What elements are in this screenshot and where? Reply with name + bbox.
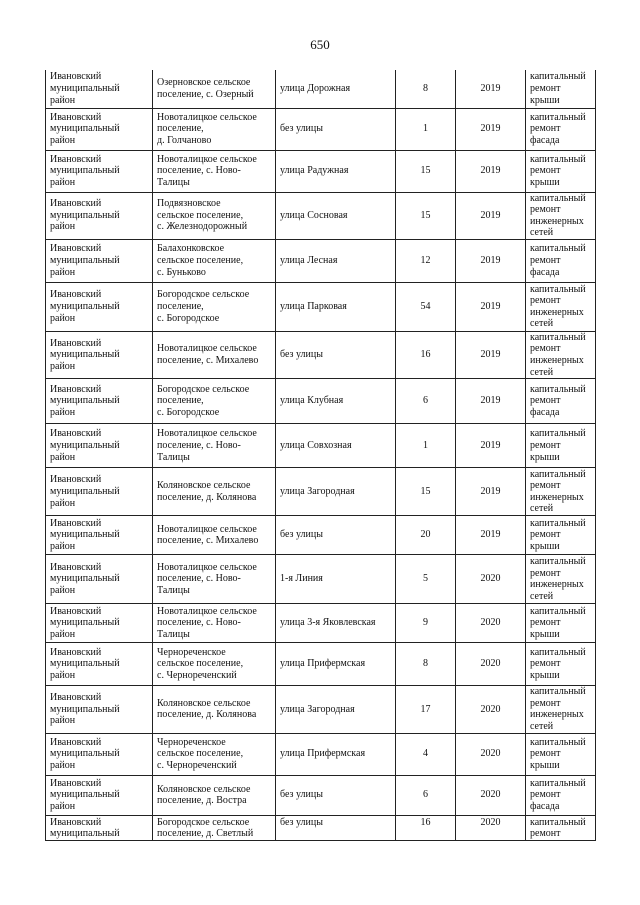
table-row bbox=[46, 424, 596, 468]
house-number-cell: 9 bbox=[396, 604, 456, 643]
house-number-cell: 15 bbox=[396, 192, 456, 239]
table-row bbox=[46, 643, 596, 686]
year-cell: 2019 bbox=[456, 70, 526, 108]
street-cell: улица Загородная bbox=[276, 686, 396, 733]
year-cell: 2020 bbox=[456, 555, 526, 604]
work-type-cell: капитальный ремонт фасада bbox=[526, 379, 596, 424]
street-cell: без улицы bbox=[276, 815, 396, 840]
table-row bbox=[46, 733, 596, 775]
year-cell: 2019 bbox=[456, 108, 526, 150]
street-cell: без улицы bbox=[276, 516, 396, 555]
year-cell: 2019 bbox=[456, 424, 526, 468]
district-cell: Ивановский муниципальный район bbox=[46, 643, 153, 686]
work-type-cell: капитальный ремонт инженерных сетей bbox=[526, 282, 596, 331]
year-cell: 2019 bbox=[456, 331, 526, 378]
work-type-cell: капитальный ремонт крыши bbox=[526, 424, 596, 468]
table-row bbox=[46, 108, 596, 150]
district-cell: Ивановский муниципальный район bbox=[46, 150, 153, 192]
house-number-cell: 1 bbox=[396, 108, 456, 150]
district-cell: Ивановский муниципальный район bbox=[46, 733, 153, 775]
year-cell: 2019 bbox=[456, 239, 526, 282]
table-row bbox=[46, 239, 596, 282]
work-type-cell: капитальный ремонт фасада bbox=[526, 239, 596, 282]
street-cell: улица Лесная bbox=[276, 239, 396, 282]
house-number-cell: 6 bbox=[396, 379, 456, 424]
year-cell: 2019 bbox=[456, 282, 526, 331]
settlement-cell: Коляновское сельское поселение, д. Колянова bbox=[153, 468, 276, 516]
settlement-cell: Новоталицкое сельское поселение, с. Ново- Талицы bbox=[153, 150, 276, 192]
table-row bbox=[46, 331, 596, 378]
settlement-cell: Новоталицкое сельское поселение, с. Ново- Талицы bbox=[153, 424, 276, 468]
street-cell: улица Клубная bbox=[276, 379, 396, 424]
table-row bbox=[46, 775, 596, 815]
year-cell: 2020 bbox=[456, 775, 526, 815]
district-cell: Ивановский муниципальный район bbox=[46, 424, 153, 468]
district-cell: Ивановский муниципальный район bbox=[46, 468, 153, 516]
work-type-cell: капитальный ремонт крыши bbox=[526, 643, 596, 686]
settlement-cell: Новоталицкое сельское поселение, д. Голчаново bbox=[153, 108, 276, 150]
year-cell: 2020 bbox=[456, 643, 526, 686]
street-cell: улица 3-я Яковлевская bbox=[276, 604, 396, 643]
house-number-cell: 17 bbox=[396, 686, 456, 733]
street-cell: улица Совхозная bbox=[276, 424, 396, 468]
repair-schedule-table bbox=[45, 70, 596, 841]
street-cell: улица Прифермская bbox=[276, 733, 396, 775]
street-cell: без улицы bbox=[276, 108, 396, 150]
house-number-cell: 1 bbox=[396, 424, 456, 468]
house-number-cell: 54 bbox=[396, 282, 456, 331]
settlement-cell: Подвязновское сельское поселение, с. Железнодорожный bbox=[153, 192, 276, 239]
work-type-cell: капитальный ремонт фасада bbox=[526, 775, 596, 815]
settlement-cell: Богородское сельское поселение, с. Богородское bbox=[153, 379, 276, 424]
settlement-cell: Богородское сельское поселение, д. Светлый bbox=[153, 815, 276, 840]
house-number-cell: 15 bbox=[396, 468, 456, 516]
work-type-cell: капитальный ремонт инженерных сетей bbox=[526, 686, 596, 733]
street-cell: улица Дорожная bbox=[276, 70, 396, 108]
work-type-cell: капитальный ремонт крыши bbox=[526, 150, 596, 192]
house-number-cell: 15 bbox=[396, 150, 456, 192]
table-row bbox=[46, 686, 596, 733]
settlement-cell: Коляновское сельское поселение, д. Колянова bbox=[153, 686, 276, 733]
table-row bbox=[46, 468, 596, 516]
work-type-cell: капитальный ремонт инженерных сетей bbox=[526, 555, 596, 604]
table-row bbox=[46, 379, 596, 424]
table-body bbox=[46, 70, 596, 840]
settlement-cell: Новоталицкое сельское поселение, с. Ново- Талицы bbox=[153, 555, 276, 604]
work-type-cell: капитальный ремонт крыши bbox=[526, 604, 596, 643]
settlement-cell: Богородское сельское поселение, с. Богородское bbox=[153, 282, 276, 331]
work-type-cell: капитальный ремонт фасада bbox=[526, 108, 596, 150]
district-cell: Ивановский муниципальный район bbox=[46, 516, 153, 555]
work-type-cell: капитальный ремонт bbox=[526, 815, 596, 840]
work-type-cell: капитальный ремонт инженерных сетей bbox=[526, 331, 596, 378]
table-row bbox=[46, 516, 596, 555]
district-cell: Ивановский муниципальный район bbox=[46, 239, 153, 282]
house-number-cell: 4 bbox=[396, 733, 456, 775]
district-cell: Ивановский муниципальный район bbox=[46, 331, 153, 378]
year-cell: 2019 bbox=[456, 150, 526, 192]
work-type-cell: капитальный ремонт крыши bbox=[526, 70, 596, 108]
settlement-cell: Новоталицкое сельское поселение, с. Михалево bbox=[153, 516, 276, 555]
table-row bbox=[46, 604, 596, 643]
house-number-cell: 16 bbox=[396, 815, 456, 840]
table-row bbox=[46, 555, 596, 604]
year-cell: 2020 bbox=[456, 604, 526, 643]
street-cell: без улицы bbox=[276, 331, 396, 378]
settlement-cell: Озерновское сельское поселение, с. Озерный bbox=[153, 70, 276, 108]
settlement-cell: Коляновское сельское поселение, д. Вострa bbox=[153, 775, 276, 815]
district-cell: Ивановский муниципальный район bbox=[46, 282, 153, 331]
street-cell: 1-я Линия bbox=[276, 555, 396, 604]
settlement-cell: Чернореченское сельское поселение, с. Чернореченский bbox=[153, 733, 276, 775]
work-type-cell: капитальный ремонт инженерных сетей bbox=[526, 192, 596, 239]
table-row bbox=[46, 150, 596, 192]
house-number-cell: 8 bbox=[396, 70, 456, 108]
settlement-cell: Новоталицкое сельское поселение, с. Михалево bbox=[153, 331, 276, 378]
year-cell: 2020 bbox=[456, 733, 526, 775]
district-cell: Ивановский муниципальный район bbox=[46, 686, 153, 733]
street-cell: улица Парковая bbox=[276, 282, 396, 331]
year-cell: 2020 bbox=[456, 686, 526, 733]
house-number-cell: 5 bbox=[396, 555, 456, 604]
district-cell: Ивановский муниципальный район bbox=[46, 192, 153, 239]
table-row bbox=[46, 70, 596, 108]
district-cell: Ивановский муниципальный район bbox=[46, 379, 153, 424]
table-row bbox=[46, 815, 596, 840]
year-cell: 2020 bbox=[456, 815, 526, 840]
house-number-cell: 8 bbox=[396, 643, 456, 686]
street-cell: улица Сосновая bbox=[276, 192, 396, 239]
table-row bbox=[46, 282, 596, 331]
district-cell: Ивановский муниципальный район bbox=[46, 555, 153, 604]
settlement-cell: Чернореченское сельское поселение, с. Чернореченский bbox=[153, 643, 276, 686]
settlement-cell: Новоталицкое сельское поселение, с. Ново- Талицы bbox=[153, 604, 276, 643]
street-cell: улица Загородная bbox=[276, 468, 396, 516]
work-type-cell: капитальный ремонт крыши bbox=[526, 516, 596, 555]
year-cell: 2019 bbox=[456, 468, 526, 516]
house-number-cell: 12 bbox=[396, 239, 456, 282]
district-cell: Ивановский муниципальный bbox=[46, 815, 153, 840]
work-type-cell: капитальный ремонт инженерных сетей bbox=[526, 468, 596, 516]
house-number-cell: 16 bbox=[396, 331, 456, 378]
district-cell: Ивановский муниципальный район bbox=[46, 108, 153, 150]
settlement-cell: Балахонковское сельское поселение, с. Буньково bbox=[153, 239, 276, 282]
year-cell: 2019 bbox=[456, 379, 526, 424]
street-cell: без улицы bbox=[276, 775, 396, 815]
year-cell: 2019 bbox=[456, 516, 526, 555]
table-row bbox=[46, 192, 596, 239]
page-number: 650 bbox=[310, 37, 330, 52]
district-cell: Ивановский муниципальный район bbox=[46, 775, 153, 815]
house-number-cell: 6 bbox=[396, 775, 456, 815]
district-cell: Ивановский муниципальный район bbox=[46, 604, 153, 643]
year-cell: 2019 bbox=[456, 192, 526, 239]
street-cell: улица Прифермская bbox=[276, 643, 396, 686]
street-cell: улица Радужная bbox=[276, 150, 396, 192]
district-cell: Ивановский муниципальный район bbox=[46, 70, 153, 108]
work-type-cell: капитальный ремонт крыши bbox=[526, 733, 596, 775]
house-number-cell: 20 bbox=[396, 516, 456, 555]
